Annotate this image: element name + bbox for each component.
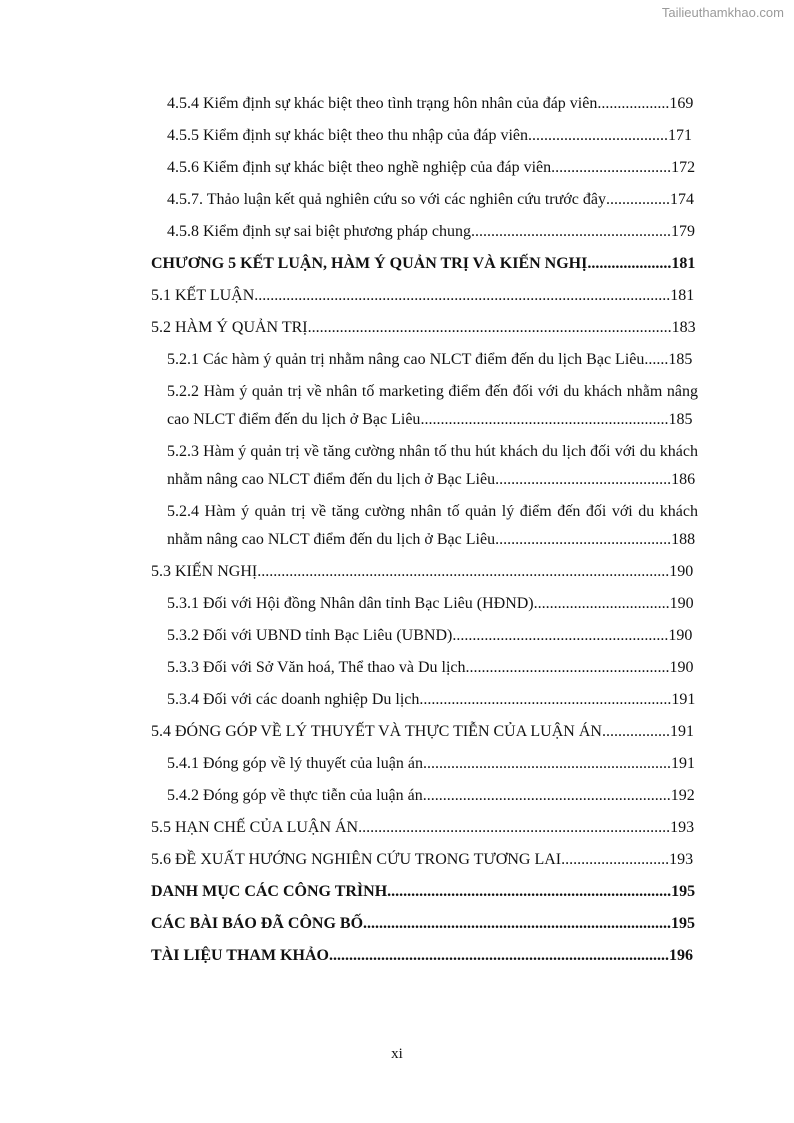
toc-entry-title: 4.5.6 Kiểm định sự khác biệt theo nghề nghiệp của đáp viên bbox=[167, 159, 552, 176]
toc-entry-page: 192 bbox=[670, 787, 695, 804]
toc-entry-title: 5.4 ĐÓNG GÓP VỀ LÝ THUYẾT VÀ THỰC TIỄN CỦA LUẬN ÁN bbox=[151, 723, 602, 740]
toc-entry[interactable] bbox=[167, 654, 698, 682]
dot-leader: ...... bbox=[644, 351, 669, 368]
toc-entry[interactable] bbox=[167, 438, 698, 494]
toc-entry-title: 5.3 KIẾN NGHỊ bbox=[151, 563, 258, 580]
toc-entry-page: 186 bbox=[671, 471, 696, 488]
toc-entry-page: 193 bbox=[670, 819, 695, 836]
toc-entry[interactable] bbox=[167, 378, 698, 434]
toc-entry-page: 181 bbox=[670, 287, 695, 304]
toc-entry-page: 185 bbox=[668, 351, 693, 368]
toc-entry[interactable] bbox=[167, 346, 698, 374]
toc-entry-title: 5.4.1 Đóng góp về lý thuyết của luận án bbox=[167, 755, 423, 772]
dot-leader: ....................................................................... bbox=[387, 883, 672, 900]
toc-entry-title: 5.3.2 Đối với UBND tỉnh Bạc Liêu (UBND) bbox=[167, 627, 453, 644]
toc-entry-page: 190 bbox=[669, 595, 694, 612]
dot-leader: ............................................ bbox=[495, 531, 672, 548]
dot-leader: ............................................................... bbox=[419, 691, 672, 708]
dot-leader: ................ bbox=[605, 191, 670, 208]
toc-entry[interactable] bbox=[167, 750, 698, 778]
toc-entry-page: 179 bbox=[671, 223, 695, 240]
toc-entry-page: 190 bbox=[669, 563, 694, 580]
toc-entry-page: 191 bbox=[670, 755, 695, 772]
toc-entry[interactable] bbox=[167, 186, 698, 214]
dot-leader: ........................... bbox=[561, 851, 670, 868]
toc-entry-page: 190 bbox=[669, 659, 694, 676]
dot-leader: ........................................................................................................ bbox=[254, 287, 671, 304]
toc-entry-page: 195 bbox=[671, 915, 696, 932]
toc-entry-title: 5.5 HẠN CHẾ CỦA LUẬN ÁN bbox=[151, 819, 359, 836]
toc-entry-page: 190 bbox=[668, 627, 693, 644]
dot-leader: ................................... bbox=[528, 127, 669, 144]
toc-entry-page: 191 bbox=[669, 723, 694, 740]
toc-entry-title: 5.3.3 Đối với Sở Văn hoá, Thể thao và Du lịch bbox=[167, 659, 466, 676]
toc-entry-title: 5.2.3 Hàm ý quản trị về tăng cường nhân tố thu hút khách du lịch đối với du khách nhằm nâng cao NLCT điểm đến du lịch ở Bạc Liêu bbox=[167, 443, 698, 488]
toc-entry-title: 5.3.4 Đối với các doanh nghiệp Du lịch bbox=[167, 691, 420, 708]
dot-leader: .............................................................. bbox=[422, 787, 671, 804]
toc-entry-title: 5.1 KẾT LUẬN bbox=[151, 287, 255, 304]
dot-leader: ..................................................................................... bbox=[328, 947, 669, 964]
toc-entry-page: 172 bbox=[671, 159, 696, 176]
toc-entry[interactable] bbox=[167, 154, 698, 182]
toc-entry-page: 196 bbox=[668, 947, 693, 964]
toc-entry-title: 5.3.1 Đối với Hội đồng Nhân dân tỉnh Bạc Liêu (HĐND) bbox=[167, 595, 534, 612]
toc-entry[interactable] bbox=[167, 498, 698, 554]
toc-entry-page: 169 bbox=[669, 95, 694, 112]
toc-entry-title: CHƯƠNG 5 KẾT LUẬN, HÀM Ý QUẢN TRỊ VÀ KIẾN NGHỊ bbox=[151, 255, 588, 272]
dot-leader: ............................................................................. bbox=[363, 915, 672, 932]
toc-entry[interactable] bbox=[151, 558, 698, 586]
toc-entry[interactable] bbox=[151, 718, 698, 746]
table-of-contents bbox=[151, 90, 698, 974]
toc-entry[interactable] bbox=[167, 90, 698, 118]
toc-entry-title: 5.2.2 Hàm ý quản trị về nhân tố marketing điểm đến đối với du khách nhằm nâng cao NLCT điểm đến du lịch ở Bạc Liêu bbox=[167, 383, 698, 428]
dot-leader: .................. bbox=[597, 95, 670, 112]
dot-leader: .............................................................................. bbox=[358, 819, 671, 836]
toc-entry-title: 5.2.1 Các hàm ý quản trị nhằm nâng cao NLCT điểm đến du lịch Bạc Liêu bbox=[167, 351, 645, 368]
dot-leader: ...................................................... bbox=[452, 627, 669, 644]
toc-entry-page: 174 bbox=[669, 191, 694, 208]
dot-leader: .............................................................. bbox=[422, 755, 671, 772]
dot-leader: ........................................................................................... bbox=[307, 319, 672, 336]
toc-entry[interactable] bbox=[151, 314, 698, 342]
toc-entry[interactable] bbox=[151, 250, 698, 278]
toc-entry-title: CÁC BÀI BÁO ĐÃ CÔNG BỐ bbox=[151, 915, 364, 932]
dot-leader: .............................. bbox=[551, 159, 672, 176]
toc-entry-page: 181 bbox=[671, 255, 696, 272]
toc-entry-title: 5.6 ĐỀ XUẤT HƯỚNG NGHIÊN CỨU TRONG TƯƠNG LAI bbox=[151, 851, 562, 868]
toc-entry-page: 171 bbox=[668, 127, 693, 144]
dot-leader: ....................................................................................................... bbox=[257, 563, 670, 580]
toc-entry[interactable] bbox=[151, 282, 698, 310]
toc-entry-title: 4.5.5 Kiểm định sự khác biệt theo thu nhập của đáp viên bbox=[167, 127, 529, 144]
dot-leader: .................................................. bbox=[471, 223, 671, 240]
toc-entry-page: 183 bbox=[671, 319, 696, 336]
toc-entry[interactable] bbox=[151, 910, 698, 938]
toc-entry-title: 5.2.4 Hàm ý quản trị về tăng cường nhân tố quản lý điểm đến đối với du khách nhằm nâng cao NLCT điểm đến du lịch ở Bạc Liêu bbox=[167, 503, 698, 548]
toc-entry-title: TÀI LIỆU THAM KHẢO bbox=[151, 947, 329, 964]
dot-leader: .................................. bbox=[533, 595, 670, 612]
toc-entry-page: 191 bbox=[671, 691, 696, 708]
dot-leader: ................. bbox=[601, 723, 670, 740]
watermark: Tailieuthamkhao.com bbox=[661, 5, 784, 20]
toc-entry[interactable] bbox=[167, 686, 698, 714]
dot-leader: ..................... bbox=[587, 255, 672, 272]
toc-entry-page: 188 bbox=[671, 531, 696, 548]
toc-entry-title: 5.4.2 Đóng góp về thực tiễn của luận án bbox=[167, 787, 423, 804]
toc-entry[interactable] bbox=[151, 878, 698, 906]
toc-entry[interactable] bbox=[151, 814, 698, 842]
dot-leader: .............................................................. bbox=[420, 411, 669, 428]
toc-entry-title: DANH MỤC CÁC CÔNG TRÌNH bbox=[151, 883, 388, 900]
toc-entry[interactable] bbox=[151, 846, 698, 874]
toc-entry[interactable] bbox=[167, 782, 698, 810]
toc-entry[interactable] bbox=[167, 122, 698, 150]
toc-entry[interactable] bbox=[151, 942, 698, 970]
toc-entry-page: 185 bbox=[668, 411, 693, 428]
toc-entry[interactable] bbox=[167, 622, 698, 650]
toc-entry-title: 5.2 HÀM Ý QUẢN TRỊ bbox=[151, 319, 308, 336]
page-number: xi bbox=[391, 1046, 403, 1062]
toc-entry-title: 4.5.4 Kiểm định sự khác biệt theo tình trạng hôn nhân của đáp viên bbox=[167, 95, 598, 112]
dot-leader: ................................................... bbox=[465, 659, 670, 676]
toc-entry-page: 193 bbox=[669, 851, 694, 868]
toc-entry-title: 4.5.8 Kiểm định sự sai biệt phương pháp chung bbox=[167, 223, 471, 240]
toc-entry[interactable] bbox=[167, 590, 698, 618]
toc-entry-title: 4.5.7. Thảo luận kết quả nghiên cứu so với các nghiên cứu trước đây bbox=[167, 191, 606, 208]
dot-leader: ............................................ bbox=[495, 471, 672, 488]
toc-entry-page: 195 bbox=[671, 883, 696, 900]
toc-entry[interactable] bbox=[167, 218, 698, 246]
